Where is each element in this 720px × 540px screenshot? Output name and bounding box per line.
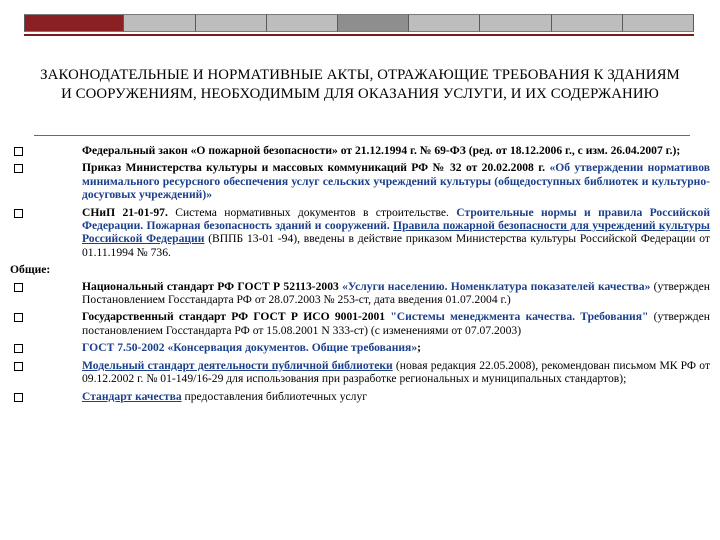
square-bullet-icon (14, 147, 23, 156)
list-item (10, 341, 710, 354)
order-text: Приказ Министерства культуры и массовых коммуникаций РФ № 32 от 20.02.2008 г. (82, 161, 550, 175)
square-bullet-icon (14, 209, 23, 218)
section-heading: Общие: (10, 263, 51, 277)
standard-note: (утвержден Постановлением Госстандарта РФ от 28.07.2003 № 253-ст, дата введения 01.07.2004 г.) (82, 279, 711, 307)
header-bar-cell (266, 14, 337, 32)
list-item (10, 144, 710, 157)
title-divider (34, 135, 690, 136)
standard-title: "Системы менеджмента качества. Требования" (390, 310, 649, 324)
law-text: Федеральный закон «О пожарной безопасности» от 21.12.1994 г. № 69-ФЗ (ред. от 18.12.2006 г., с изм. 26.04.2007 г.); (82, 144, 681, 157)
square-bullet-icon (14, 164, 23, 173)
header-bar-accent-cell (24, 14, 123, 32)
slide-title: ЗАКОНОДАТЕЛЬНЫЕ И НОРМАТИВНЫЕ АКТЫ, ОТРАЖАЮЩИЕ ТРЕБОВАНИЯ К ЗДАНИЯМ И СООРУЖЕНИЯМ, НЕОБХОДИМЫМ ДЛЯ ОКАЗАНИЯ УСЛУГИ, И ИХ СОДЕРЖАНИЮ (40, 67, 680, 102)
standard-note: (утвержден постановлением Госстандарта РФ от 15.08.2001 N 333-ст) (с изменениями от 07.07.2003) (82, 310, 711, 337)
fire-rules-note: (ВППБ 13-01 -94), введены в действие приказом Министерства культуры Российской Федерации от 01.11.1994 № 736. (82, 232, 710, 259)
list-item (10, 359, 710, 386)
header-bar-cell (195, 14, 266, 32)
square-bullet-icon (14, 362, 23, 371)
header-underline (24, 34, 694, 36)
snip-title: Строительные нормы и правила Российской Федерации. Пожарная безопасность зданий и сооружений. (82, 205, 710, 233)
snip-code: СНиП 21-01-97. (82, 205, 168, 219)
standard-code: Национальный стандарт РФ ГОСТ Р 52113-2003 (82, 279, 343, 293)
header-bar-cell (408, 14, 479, 32)
list-item (10, 161, 710, 201)
standard-note: ; (417, 341, 421, 355)
square-bullet-icon (14, 393, 23, 402)
list-item (10, 280, 710, 307)
header-bar-cell (123, 14, 194, 32)
fire-rules-link[interactable]: Правила пожарной безопасности для учреждений культуры Российской Федерации (82, 219, 710, 246)
standard-title: «Консервация документов. Общие требования» (167, 341, 418, 355)
standard-title: «Услуги населению. Номенклатура показателей качества» (342, 279, 651, 293)
header-decoration-bar (24, 14, 694, 32)
model-standard-note: (новая редакция 22.05.2008), рекомендован письмом МК РФ от 09.12.2002 г. № 01-149/16-29 для использования при разработке региональных и муниципальных стандартов); (82, 358, 711, 386)
header-bar-cell (337, 14, 408, 32)
standard-code: ГОСТ 7.50-2002 (82, 341, 168, 355)
square-bullet-icon (14, 344, 23, 353)
order-title: «Об утверждении нормативов минимального ресурсного обеспечения услуг сельских учреждений культуры (общедоступных библиотек и культурно-досуговых учреждений)» (82, 161, 710, 202)
slide-body (10, 144, 710, 407)
quality-standard-note: предоставления библиотечных услуг (181, 389, 367, 403)
standard-code: Государственный стандарт РФ ГОСТ Р ИСО 9001-2001 (82, 310, 391, 324)
square-bullet-icon (14, 313, 23, 322)
list-item (10, 310, 710, 337)
model-standard-link[interactable]: Модельный стандарт деятельности публичной библиотеки (82, 358, 393, 372)
list-item (10, 390, 710, 403)
header-bar-cell (479, 14, 550, 32)
header-bar-cell (622, 14, 694, 32)
list-item (10, 206, 710, 260)
square-bullet-icon (14, 283, 23, 292)
quality-standard-link[interactable]: Стандарт качества (82, 389, 182, 403)
snip-text: Система нормативных документов в строительстве. (167, 205, 457, 219)
header-bar-cell (551, 14, 622, 32)
